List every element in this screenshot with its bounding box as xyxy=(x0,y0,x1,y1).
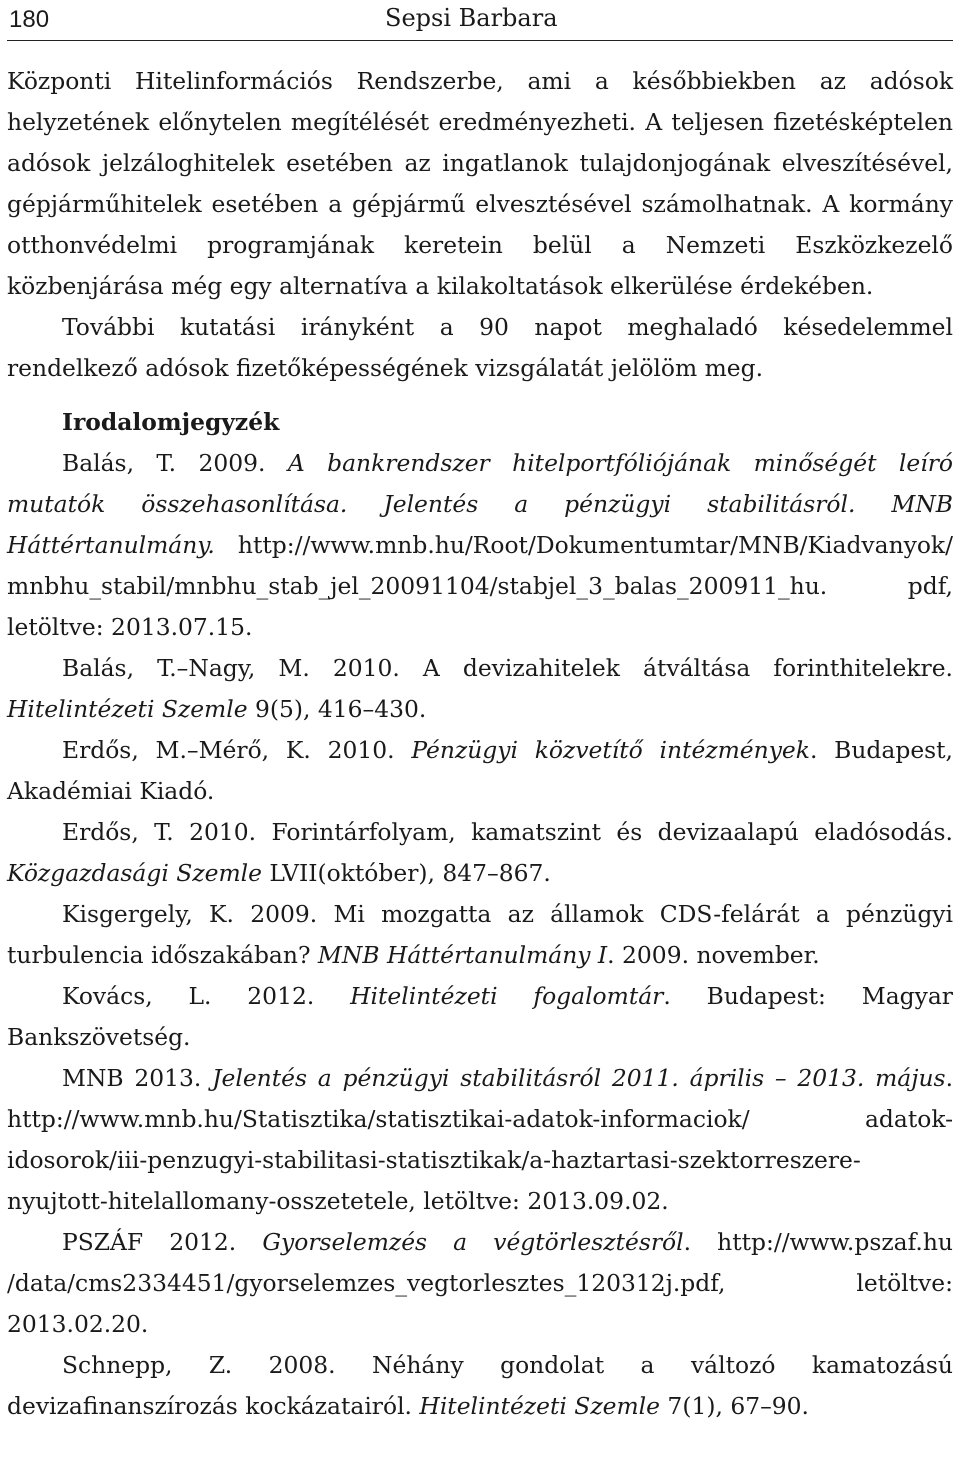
reference-text: 9(5), 416–430. xyxy=(247,695,427,723)
reference-text: Balás, T.–Nagy, M. 2010. A devizahitelek átváltása forinthitelekre. xyxy=(62,654,953,682)
reference-text: MNB 2013. xyxy=(62,1064,213,1092)
reference-title: Hitelintézeti Szemle xyxy=(419,1392,660,1420)
reference-text: Kovács, L. 2012. xyxy=(62,982,351,1010)
page-header xyxy=(7,0,953,41)
reference-text: Erdős, M.–Mérő, K. 2010. xyxy=(62,736,412,764)
reference-item xyxy=(7,812,953,894)
body-paragraph-2: További kutatási irányként a 90 napot meghaladó késedelemmel rendelkező adósok fizetőképességének vizsgálatát jelölöm meg. xyxy=(7,313,953,382)
reference-text: LVII(október), 847–867. xyxy=(261,859,551,887)
reference-title: Pénzügyi közvetítő intézmények xyxy=(411,736,810,764)
references-heading: Irodalomjegyzék xyxy=(62,408,280,436)
reference-title: Hitelintézeti Szemle xyxy=(7,695,248,723)
reference-title: Jelentés a pénzügyi stabilitásról 2011. április – 2013. május xyxy=(212,1064,946,1092)
reference-text: Erdős, T. 2010. Forintárfolyam, kamatszint és devizaalapú eladósodás. xyxy=(62,818,953,846)
reference-text: Balás, T. 2009. xyxy=(62,449,288,477)
reference-title: Hitelintézeti fogalomtár xyxy=(350,982,664,1010)
reference-item xyxy=(7,976,953,1058)
reference-title: Közgazdasági Szemle xyxy=(7,859,262,887)
reference-text: Schnepp, Z. 2008. Néhány gondolat a változó kamatozású devizafinanszírozás kockázatairól. xyxy=(7,1351,953,1420)
page-number: 180 xyxy=(9,6,50,33)
reference-item xyxy=(7,443,953,648)
reference-text: . Budapest, Akadémiai Kiadó. xyxy=(7,736,953,805)
reference-item xyxy=(7,894,953,976)
reference-title: A bankrendszer hitelportfóliójának minőségét leíró mutatók összehasonlítása. Jelentés a pénzügyi stabilitásról. MNB Háttértanulmány. xyxy=(7,449,953,559)
reference-title: MNB Háttértanulmány I xyxy=(317,941,608,969)
reference-title: Gyorselemzés a végtörlesztésről xyxy=(262,1228,684,1256)
running-head xyxy=(7,4,953,32)
reference-text: . http://www.mnb.hu/Statisztika/statisztikai-adatok-informaciok/ adatok-idosorok/iii-penzugyi-stabilitasi-statisztikak/a-haztartasi-szektorreszere-nyujtott-hitelallomany-osszetetele, letöltve: 2013.09.02. xyxy=(7,1064,953,1215)
reference-text: PSZÁF 2012. xyxy=(62,1228,263,1256)
running-head-author: Sepsi Barbara xyxy=(385,4,558,32)
reference-text: . http://www.pszaf.hu /data/cms2334451/gyorselemzes_vegtorlesztes_120312j.pdf, letöltve: 2013.02.20. xyxy=(7,1228,953,1338)
body-text xyxy=(7,61,953,389)
reference-item xyxy=(7,1222,953,1345)
reference-text: http://www.mnb.hu/Root/Dokumentumtar/MNB/Kiadvanyok/ mnbhu_stabil/mnbhu_stab_jel_20091104/stabjel_3_balas_200911_hu. pdf, letöltve: 2013.07.15. xyxy=(7,531,953,641)
reference-item xyxy=(7,1345,953,1427)
reference-text: Kisgergely, K. 2009. Mi mozgatta az államok CDS-felárát a pénzügyi turbulencia időszakában? xyxy=(7,900,953,969)
reference-item xyxy=(7,648,953,730)
reference-text: . 2009. november. xyxy=(607,941,820,969)
page xyxy=(7,0,953,1427)
reference-text: . Budapest: Magyar Bankszövetség. xyxy=(7,982,953,1051)
body-paragraph-1: Központi Hitelinformációs Rendszerbe, ami a későbbiekben az adósok helyzetének előnytelen megítélését eredményezheti. A teljesen fizetésképtelen adósok jelzáloghitelek esetében az ingatlanok tulajdonjogának elveszítésével, gépjárműhitelek esetében a gépjármű elvesztésével számolhatnak. A kormány otthonvédelmi programjának keretein belül a Nemzeti Eszközkezelő közbenjárása még egy alternatíva a kilakoltatások elkerülése érdekében. xyxy=(7,67,953,300)
reference-item xyxy=(7,1058,953,1222)
reference-text: 7(1), 67–90. xyxy=(660,1392,809,1420)
reference-list xyxy=(7,443,953,1427)
reference-item xyxy=(7,730,953,812)
